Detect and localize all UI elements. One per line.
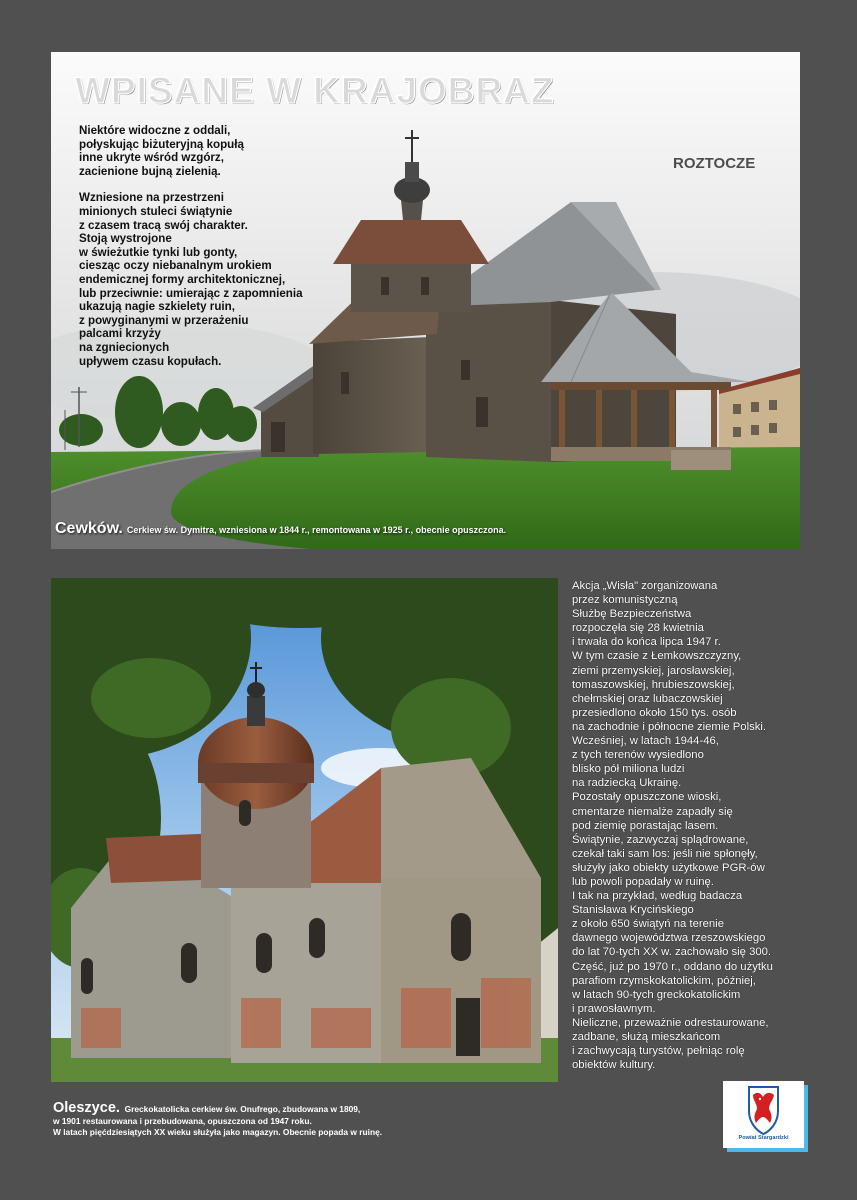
history-line: przesiedlono około 150 tys. osób [572, 706, 737, 719]
history-line: tomaszowskiej, hrubieszowskiej, [572, 678, 735, 691]
history-line: w latach 90-tych greckokatolickim [572, 988, 741, 1001]
history-line: Świątynie, zazwyczaj splądrowane, [572, 833, 749, 846]
history-line: W tym czasie z Łemkowszczyzny, [572, 650, 742, 663]
history-line: czekał taki sam los: jeśli nie spłonęły, [572, 847, 758, 860]
history-text [572, 579, 802, 1072]
poem-line: ukazują nagie szkielety ruin, [79, 300, 235, 314]
history-line: zadbane, służą mieszkańcom [572, 1031, 721, 1043]
caption-place: Cewków. [55, 520, 123, 537]
coat-of-arms-icon [723, 1081, 804, 1137]
poem-stanza-1 [79, 124, 329, 178]
powiat-stargardzki-logo [723, 1081, 804, 1148]
history-line: i trwała do końca lipca 1947 r. [572, 636, 721, 649]
poem-line: ciesząc oczy niebanalnym urokiem [79, 259, 272, 273]
history-line: chełmskiej oraz lubaczowskiej [572, 692, 723, 705]
history-line: parafiom rzymskokatolickim, później, [572, 974, 756, 987]
poem-line: na zgniecionych [79, 340, 170, 354]
history-line: Stanisława Krycińskiego [572, 904, 694, 917]
oleszyce-church-illustration [51, 578, 558, 1082]
oleszyce-caption [53, 1100, 383, 1139]
caption-description: Cerkiew św. Dymitra, wzniesiona w 1844 r., remontowana w 1925 r., obecnie opuszczona. [126, 525, 507, 535]
caption-place: Oleszyce. [53, 1100, 120, 1116]
poem-line: upływem czasu kopułach. [79, 354, 222, 368]
history-line: Część, już po 1970 r., oddano do użytku [572, 960, 773, 973]
poem-line: połyskując biżuteryjną kopułą [79, 137, 244, 151]
history-line: Pozostały opuszczone wioski, [572, 791, 722, 804]
caption-line: w 1901 restaurowana i przebudowana, opuszczona od 1947 roku. [53, 1115, 312, 1126]
history-line: z tych terenów wysiedlono [572, 749, 704, 762]
history-line: przez komunistyczną [572, 594, 678, 607]
poem-line: Wzniesione na przestrzeni [79, 191, 224, 205]
poem-line: endemicznej formy architektonicznej, [79, 272, 286, 286]
cewkow-caption [55, 520, 506, 538]
history-line: lub powoli popadały w ruinę. [572, 875, 714, 888]
poem-line: z powyginanymi w przerażeniu [79, 313, 249, 327]
poem-line: w świeżutkie tynki lub gonty, [79, 245, 238, 259]
history-line: cmentarze niemalże zapadły się [572, 805, 733, 818]
caption-line: W latach pięćdziesiątych XX wieku służyła jako magazyn. Obecnie popada w ruinę. [53, 1127, 383, 1138]
poem-line: z czasem tracą swój charakter. [79, 218, 248, 232]
history-line: Nieliczne, przeważnie odrestaurowane, [572, 1016, 769, 1029]
caption-line: Greckokatolicka cerkiew św. Onufrego, zbudowana w 1809, [124, 1104, 361, 1114]
history-line: rozpoczęła się 28 kwietnia [572, 622, 704, 635]
poem-line: Stoją wystrojone [79, 232, 172, 246]
history-line: I tak na przykład, według badacza [572, 890, 743, 903]
poem-line: lub przeciwnie: umierając z zapomnienia [79, 286, 303, 300]
logo-caption: Powiat Stargardzki [738, 1135, 789, 1141]
history-line: i prawosławnym. [572, 1002, 656, 1015]
poem-line: minionych stuleci świątynie [79, 204, 233, 218]
history-line: i zachwycają turystów, pełniąc rolę [572, 1045, 745, 1058]
history-line: Akcja „Wisła" zorganizowana [572, 580, 718, 592]
poem-line: palcami krzyży [79, 327, 161, 341]
history-line: obiektów kultury. [572, 1059, 656, 1072]
poster-title: WPISANE W KRAJOBRAZ [75, 70, 555, 111]
poem-line: inne ukryte wśród wzgórz, [79, 151, 224, 165]
poem-line: zacienione bujną zielenią. [79, 164, 221, 178]
history-line: dawnego województwa rzeszowskiego [572, 932, 766, 945]
poem-stanza-2 [79, 191, 329, 368]
history-line: z około 650 świątyń na terenie [572, 918, 724, 931]
cewkow-church-photo [51, 52, 800, 549]
history-line: służyły jako obiekty użytkowe PGR-ów [572, 861, 765, 874]
history-line: blisko pół miliona ludzi [572, 763, 685, 776]
poem-line: Niektóre widoczne z oddali, [79, 124, 231, 137]
caption-first-line [53, 1100, 382, 1116]
history-line: pod ziemię porastając lasem. [572, 819, 719, 832]
region-label: ROZTOCZE [673, 155, 756, 172]
history-line: ziemi przemyskiej, jarosławskiej, [572, 664, 735, 677]
history-line: na radziecką Ukrainę. [572, 777, 682, 790]
poem-text [79, 124, 329, 381]
history-line: do lat 70-tych XX w. zachowało się 300. [572, 946, 772, 959]
oleszyce-church-photo [51, 578, 558, 1082]
history-line: Wcześniej, w latach 1944-46, [572, 735, 719, 748]
history-line: Służbę Bezpieczeństwa [572, 608, 692, 621]
history-line: na zachodnie i północne ziemie Polski. [572, 720, 767, 733]
